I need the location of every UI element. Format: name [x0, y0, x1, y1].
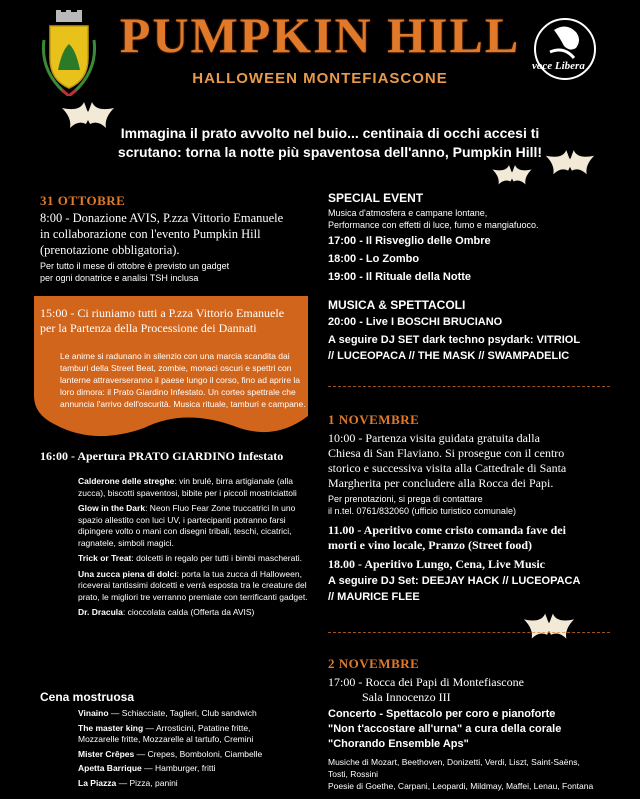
day3-rocca-line2: Sala Innocenzo III: [362, 690, 451, 704]
music-dj-line2: // LUCEOPACA // THE MASK // SWAMPADELIC: [328, 350, 570, 362]
day2-date: 1 NOVEMBRE: [328, 412, 420, 427]
special-event-desc1: Musica d'atmosfera e campane lontane,: [328, 208, 488, 218]
garden-items-list: [78, 476, 308, 619]
day2-visit-line1: 10:00 - Partenza visita guidata gratuita dalla: [328, 431, 540, 445]
dinner-title: Cena mostruosa: [40, 690, 135, 704]
day2-visit-line3: storico e successiva visita alla Cattedrale di Santa: [328, 461, 567, 475]
special-event-item: 19:00 - Il Rituale della Notte: [328, 271, 472, 283]
procession-line2: per la Partenza della Processione dei Dannati: [40, 321, 257, 335]
day3-music-note2: Tosti, Rossini: [328, 769, 379, 779]
day3-date: 2 NOVEMBRE: [328, 656, 420, 671]
bat-icon: [60, 98, 116, 143]
procession-line1: 15:00 - Ci riuniamo tutti a P.zza Vittorio Emanuele: [40, 306, 285, 320]
garden-item: Glow in the Dark: Neon Fluo Fear Zone truccatrici In uno spazio allestito con luci UV, i partecipanti potranno farsi dipingere volto o mani con disegni tribali, teschi, cicatrici, ragnatele, simboli magici.: [78, 503, 296, 548]
garden-item: Calderone delle streghe: vin brulé, birra artigianale (alla zucca), biscotti spaventosi, bibite per i piccoli mostriciattoli: [78, 476, 297, 498]
bat-icon: [544, 142, 596, 193]
day1-avis-note1: Per tutto il mese di ottobre è previsto un gadget: [40, 261, 230, 271]
day2-visit-note2: il n.tel. 0761/832060 (ufficio turistico comunale): [328, 506, 516, 516]
day1-avis-line2: in collaborazione con l'evento Pumpkin Hill: [40, 227, 261, 241]
bat-icon: [484, 162, 540, 197]
special-event-desc2: Performance con effetti di luce, fumo e mangiafuoco.: [328, 220, 539, 230]
day1-avis-note2: per ogni donatrice e analisi TSH inclusa: [40, 273, 199, 283]
special-event-item: 17:00 - Il Risveglio delle Ombre: [328, 235, 491, 247]
dinner-item: Apetta Barrique — Hamburger, fritti: [78, 763, 216, 773]
dinner-item: Mister Crêpes — Crepes, Bomboloni, Ciambelle: [78, 748, 263, 759]
day2-dj-line1: A seguire DJ Set: DEEJAY HACK // LUCEOPACA: [328, 575, 581, 587]
special-event-title: SPECIAL EVENT: [328, 191, 424, 205]
garden-item: Dr. Dracula: cioccolata calda (Offerta da AVIS): [78, 607, 255, 617]
music-live: 20:00 - Live I BOSCHI BRUCIANO: [328, 316, 503, 328]
day1-avis-line3: (prenotazione obbligatoria).: [40, 243, 180, 257]
intro-text: Immagina il prato avvolto nel buio... centinaia di occhi accesi ti scrutano: torna la notte più spaventosa dell'anno, Pumpkin Hill!: [117, 125, 543, 160]
day2-aperitivo1-line1: 11.00 - Aperitivo come cristo comanda fave dei: [328, 523, 566, 537]
page-title: PUMPKIN HILL: [119, 7, 521, 63]
day2-aperitivo2: 18.00 - Aperitivo Lungo, Cena, Live Music: [328, 557, 546, 571]
day1-date: 31 OTTOBRE: [40, 193, 126, 208]
garden-opening-line: 16:00 - Apertura PRATO GIARDINO Infestato: [40, 449, 284, 463]
section-divider: [328, 632, 610, 633]
day3-rocca-line1: 17:00 - Rocca dei Papi di Montefiascone: [328, 675, 524, 689]
day1-avis-line1: 8:00 - Donazione AVIS, P.zza Vittorio Emanuele: [40, 211, 284, 225]
special-event-item: 18:00 - Lo Zombo: [328, 253, 420, 265]
procession-description: Le anime si radunano in silenzio con una marcia scandita dai tamburi della Street Beat, zombie, monaci oscuri e spettri con lanterne attraverseranno il paese lungo il corso, fino ad aprire la loro dimora: il Prato Giardino Infestato. Un corteo spettrale che annuncia l'arrivo dell'oscurità. Musica rituale, tamburi e campane.: [60, 351, 306, 409]
day2-dj-line2: // MAURICE FLEE: [328, 591, 420, 603]
dinner-item: Vinaino — Schiacciate, Taglieri, Club sandwich: [78, 708, 257, 718]
dinner-items-list: [78, 708, 290, 789]
day2-visit-line4: Margherita per concludere alla Rocca dei Papi.: [328, 476, 554, 490]
dinner-item: La Piazza — Pizza, panini: [78, 777, 178, 788]
day3-concert-line1: Concerto - Spettacolo per coro e pianoforte: [328, 708, 556, 720]
page-subtitle: HALLOWEEN MONTEFIASCONE: [192, 70, 448, 87]
music-title: MUSICA & SPETTACOLI: [328, 298, 466, 312]
day2-visit-note1: Per prenotazioni, si prega di contattare: [328, 494, 483, 504]
day3-concert-line3: "Chorando Ensemble Aps": [328, 738, 469, 750]
section-divider: [328, 386, 610, 387]
garden-item: Una zucca piena di dolci: porta la tua zucca di Halloween, riceverai tantissimi dolcetti e verrà esposta tra le creature del prato, le migliori tre verranno premiate con terrificanti gadget.: [78, 568, 308, 602]
day2-visit-line2: Chiesa di San Flaviano. Si prosegue con il centro: [328, 446, 565, 460]
day3-poetry-note: Poesie di Goethe, Carpani, Leopardi, Mildmay, Maffei, Lenau, Fontana: [328, 781, 594, 791]
voce-libera-logo-text: voce Libera: [532, 60, 585, 72]
day3-music-note1: Musiche di Mozart, Beethoven, Donizetti, Verdi, Liszt, Saint-Saëns,: [328, 757, 580, 767]
day3-concert-line2: "Non t'accostare all'urna" a cura della corale: [328, 723, 562, 735]
music-dj-line1: A seguire DJ SET dark techno psydark: VITRIOL: [328, 334, 581, 346]
garden-item: Trick or Treat: dolcetti in regalo per tutti i bimbi mascherati.: [78, 553, 302, 563]
dinner-item: The master king — Arrosticini, Patatine fritte, Mozzarelle fritte, Mozzarelle al tartufo, Cremini: [78, 722, 254, 744]
day2-aperitivo1-line2: morti e vino locale, Pranzo (Street food): [328, 538, 533, 552]
